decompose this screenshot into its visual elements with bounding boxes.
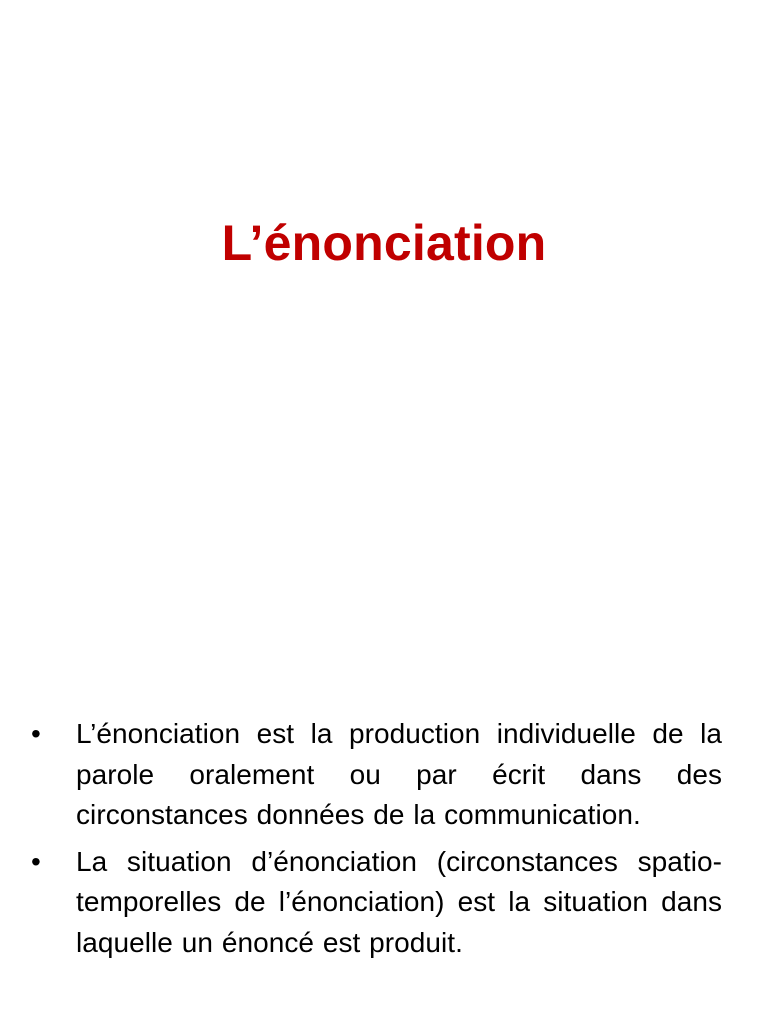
bullet-text: L’énonciation est la production individuelle de la parole oralement ou par écrit dans des circonstances données de la communication. xyxy=(76,718,722,830)
bullet-item xyxy=(30,842,722,964)
bullet-list xyxy=(30,714,722,969)
slide-title: L’énonciation xyxy=(221,215,547,271)
bullet-marker: • xyxy=(31,845,41,877)
bullet-marker: • xyxy=(31,718,41,749)
bullet-item xyxy=(30,714,722,836)
bullet-text: La situation d’énonciation (circonstances spatio-temporelles de l’énonciation) est la situation dans laquelle un énoncé est produit. xyxy=(76,845,722,958)
